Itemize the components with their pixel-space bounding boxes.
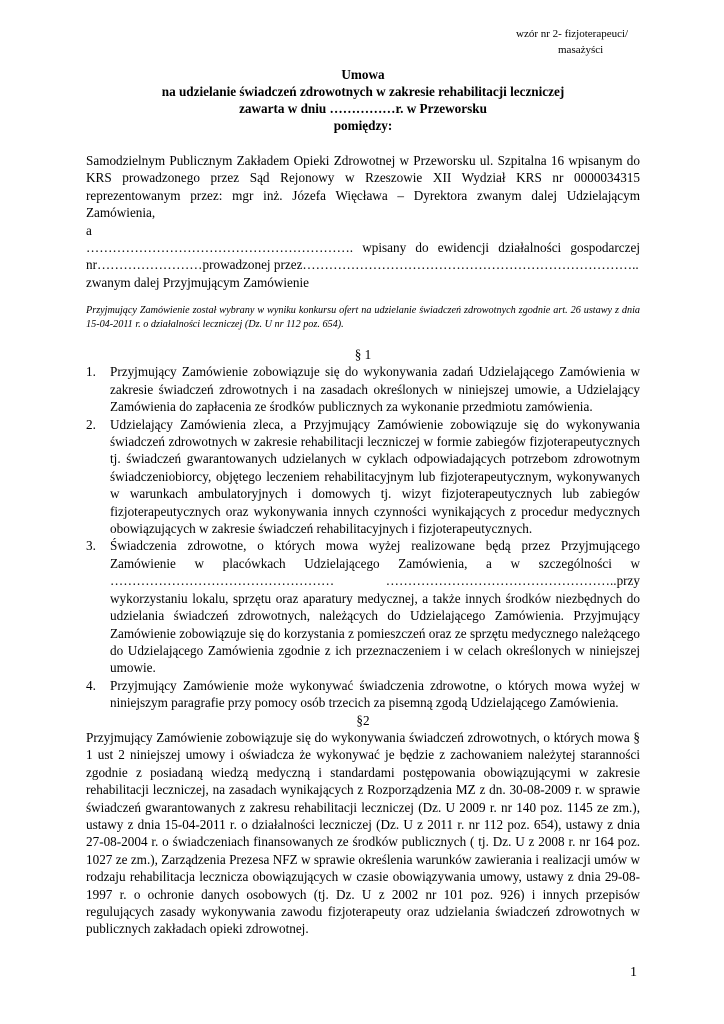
page-number: 1 <box>630 965 637 980</box>
item-number: 3. <box>86 538 96 554</box>
party-contractor-line2: nr……………………prowadzonej przez………………………………………………………………….. <box>86 257 639 273</box>
item-number: 1. <box>86 364 96 380</box>
item-text: Świadczenia zdrowotne, o których mowa wyżej realizowane będą przez Przyjmującego Zamówienie w placówkach Udzielającego Zamówienia, a w szczególności w …………………………………………… ……………………………………………..przy wykorzystaniu lokalu, sprzętu oraz aparatury medycznej, a także innych środków niezbędnych do udzielania świadczeń zdrowotnych, należących do Udzielającego Zamówienia. Przyjmujący Zamówienie zobowiązuje się do korzystania z pomieszczeń oraz ze sprzętu medycznego należącego do Udzielającego Zamówienia zgodnie z ich przeznaczeniem i w celach określonych w niniejszej umowie. <box>110 538 640 676</box>
selection-note: Przyjmujący Zamówienie został wybrany w wyniku konkursu ofert na udzielanie świadczeń zdrowotnych zgodnie art. 26 ustawy z dnia 15-04-2011 r. o działalności leczniczej (Dz. U nr 112 poz. 654). <box>86 305 640 330</box>
section-1 <box>86 346 640 938</box>
section-1-title: § 1 <box>354 347 372 362</box>
section-2-title: §2 <box>356 712 370 728</box>
item-number: 2. <box>86 416 96 432</box>
item-text: Przyjmujący Zamówienie zobowiązuje się do wykonywania zadań Udzielającego Zamówienia w zakresie świadczeń zdrowotnych i na zasadach określonych w niniejszej umowie, a Udzielający Zamówienia do zapłacenia ze środków publicznych za wykonanie przedmiotu zamówienia. <box>110 364 640 415</box>
section-2-text: Przyjmujący Zamówienie zobowiązuje się do wykonywania świadczeń zdrowotnych, o których mowa § 1 ust 2 niniejszej umowy i oświadcza że wykonywać je będzie z zachowaniem należytej staranności zgodnie z posiadaną wiedzą medyczną i standardami postępowania obowiązującymi w zakresie rehabilitacji leczniczej, na zasadach wynikających z Rozporządzenia MZ z dn. 30-08-2009 r. w sprawie świadczeń gwarantowanych z zakresu rehabilitacji leczniczej (Dz. U 2009 r. nr 140 poz. 1145 ze zm.), ustawy z dnia 15-04-2011 r. o działalności leczniczej (Dz. U z 2011 r. nr 112 poz. 654), ustawy z dnia 27-08-2004 r. o świadczeniach finansowanych ze środków publicznych ( tj. Dz. U z 2008 r. nr 164 poz. 1027 ze zm.), Zarządzenia Prezesa NFZ w sprawie określenia warunków zawierania i realizacji umów w rodzaju rehabilitacja lecznicza obowiązujących w czasie obowiązywania umowy, ustawy z dnia 29-08-1997 r. o ochronie danych osobowych (tj. Dz. U z 2002 nr 101 poz. 926) i innych przepisów regulujących zasady wykonywania zawodu fizjoterapeuty oraz udzielania świadczeń zdrowotnych w publicznych zakładach opieki zdrowotnej. <box>86 729 640 937</box>
item-text: Udzielający Zamówienia zleca, a Przyjmujący Zamówienie zobowiązuje się do wykonywania świadczeń zdrowotnych w zakresie rehabilitacji leczniczej w formie zabiegów fizjoterapeutycznych tj. świadczeń gwarantowanych udzielanych w cyklach odpowiadających potrzebom zdrowotnym świadczeniobiorcy, objętego leczeniem rehabilitacyjnym lub fizjoterapeutycznym, wykonywanych w warunkach ambulatoryjnych i domowych tj. wizyt fizjoterapeutycznych lub zabiegów fizjoterapeutycznych oraz wykonywania innych czynności wynikających z procedur medycznych obowiązujących w zakresie świadczeń rehabilitacyjnych i fizjoterapeutycznych. <box>110 416 640 537</box>
title-line4: pomiędzy: <box>333 118 393 133</box>
template-note <box>516 26 666 58</box>
list-item <box>86 537 640 676</box>
title-line3: zawarta w dniu ……………r. w Przeworsku <box>239 101 487 116</box>
item-number: 4. <box>86 677 96 693</box>
title-line1: Umowa <box>341 67 385 82</box>
title-line2: na udzielanie świadczeń zdrowotnych w zakresie rehabilitacji leczniczej <box>161 84 565 99</box>
list-item <box>86 416 640 538</box>
party-provider: Samodzielnym Publicznym Zakładem Opieki Zdrowotnej w Przeworsku ul. Szpitalna 16 wpisanym do KRS prowadzonego przez Sąd Rejonowy w Rzeszowie XII Wydział KRS nr 0000034315 reprezentowanym przez: mgr inż. Józefa Więcława – Dyrektora zwanym dalej Udzielającym Zamówienia, <box>86 153 640 221</box>
list-item <box>86 677 640 712</box>
template-note-line2: masażyści <box>558 44 604 56</box>
item-text: Przyjmujący Zamówienie może wykonywać świadczenia zdrowotne, o których mowa wyżej w niniejszym paragrafie przy pomocy osób trzecich za pisemną zgodą Udzielającego Zamówienia. <box>110 677 640 711</box>
contract-title <box>86 66 640 134</box>
party-conjunction: a <box>86 222 92 238</box>
template-note-line1: wzór nr 2- fizjoterapeuci/ <box>516 28 629 40</box>
parties-block <box>86 152 640 291</box>
party-contractor-line1: ……………………………………………………. wpisany do ewidencji działalności gospodarczej <box>86 240 640 256</box>
list-item <box>86 363 640 415</box>
section-1-list <box>86 363 640 711</box>
party-contractor-line3: zwanym dalej Przyjmującym Zamówienie <box>86 274 310 290</box>
